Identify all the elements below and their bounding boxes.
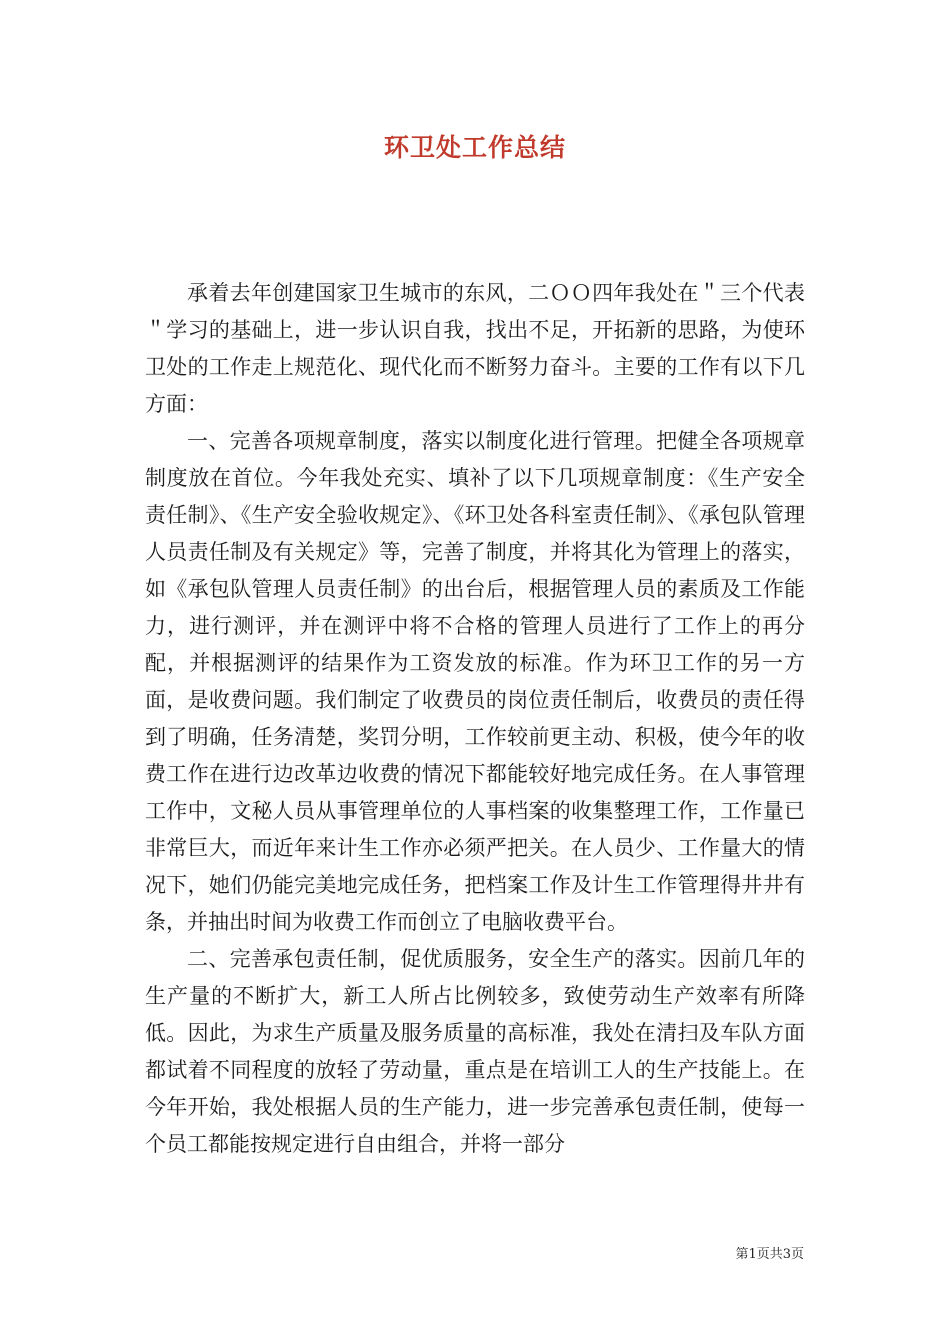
paragraph-section-2: 二、完善承包责任制，促优质服务，安全生产的落实。因前几年的生产量的不断扩大，新工人所占比例较多，致使劳动生产效率有所降低。因此，为求生产质量及服务质量的高标准，我处在清扫及车队方面都试着不同程度的放轻了劳动量，重点是在培训工人的生产技能上。在今年开始，我处根据人员的生产能力，进一步完善承包责任制，使每一个员工都能按规定进行自由组合，并将一部分	[145, 947, 805, 1156]
paragraph-intro: 承着去年创建国家卫生城市的东风，二ＯＯ四年我处在＂三个代表＂学习的基础上，进一步认识自我，找出不足，开拓新的思路，为使环卫处的工作走上规范化、现代化而不断努力奋斗。主要的工作有以下几方面：	[145, 281, 805, 416]
document-body	[145, 275, 805, 1163]
page-number: 第1页共3页	[735, 1247, 804, 1262]
paragraph-section-1: 一、完善各项规章制度，落实以制度化进行管理。把健全各项规章制度放在首位。今年我处充实、填补了以下几项规章制度：《生产安全责任制》、《生产安全验收规定》、《环卫处各科室责任制》、《承包队管理人员责任制及有关规定》等，完善了制度，并将其化为管理上的落实，如《承包队管理人员责任制》的出台后，根据管理人员的素质及工作能力，进行测评，并在测评中将不合格的管理人员进行了工作上的再分配，并根据测评的结果作为工资发放的标准。作为环卫工作的另一方面，是收费问题。我们制定了收费员的岗位责任制后，收费员的责任得到了明确，任务清楚，奖罚分明，工作较前更主动、积极，使今年的收费工作在进行边改革边收费的情况下都能较好地完成任务。在人事管理工作中，文秘人员从事管理单位的人事档案的收集整理工作，工作量已非常巨大，而近年来计生工作亦必须严把关。在人员少、工作量大的情况下，她们仍能完美地完成任务，把档案工作及计生工作管理得井井有条，并抽出时间为收费工作而创立了电脑收费平台。	[145, 429, 805, 934]
document-title: 环卫处工作总结	[383, 133, 566, 162]
